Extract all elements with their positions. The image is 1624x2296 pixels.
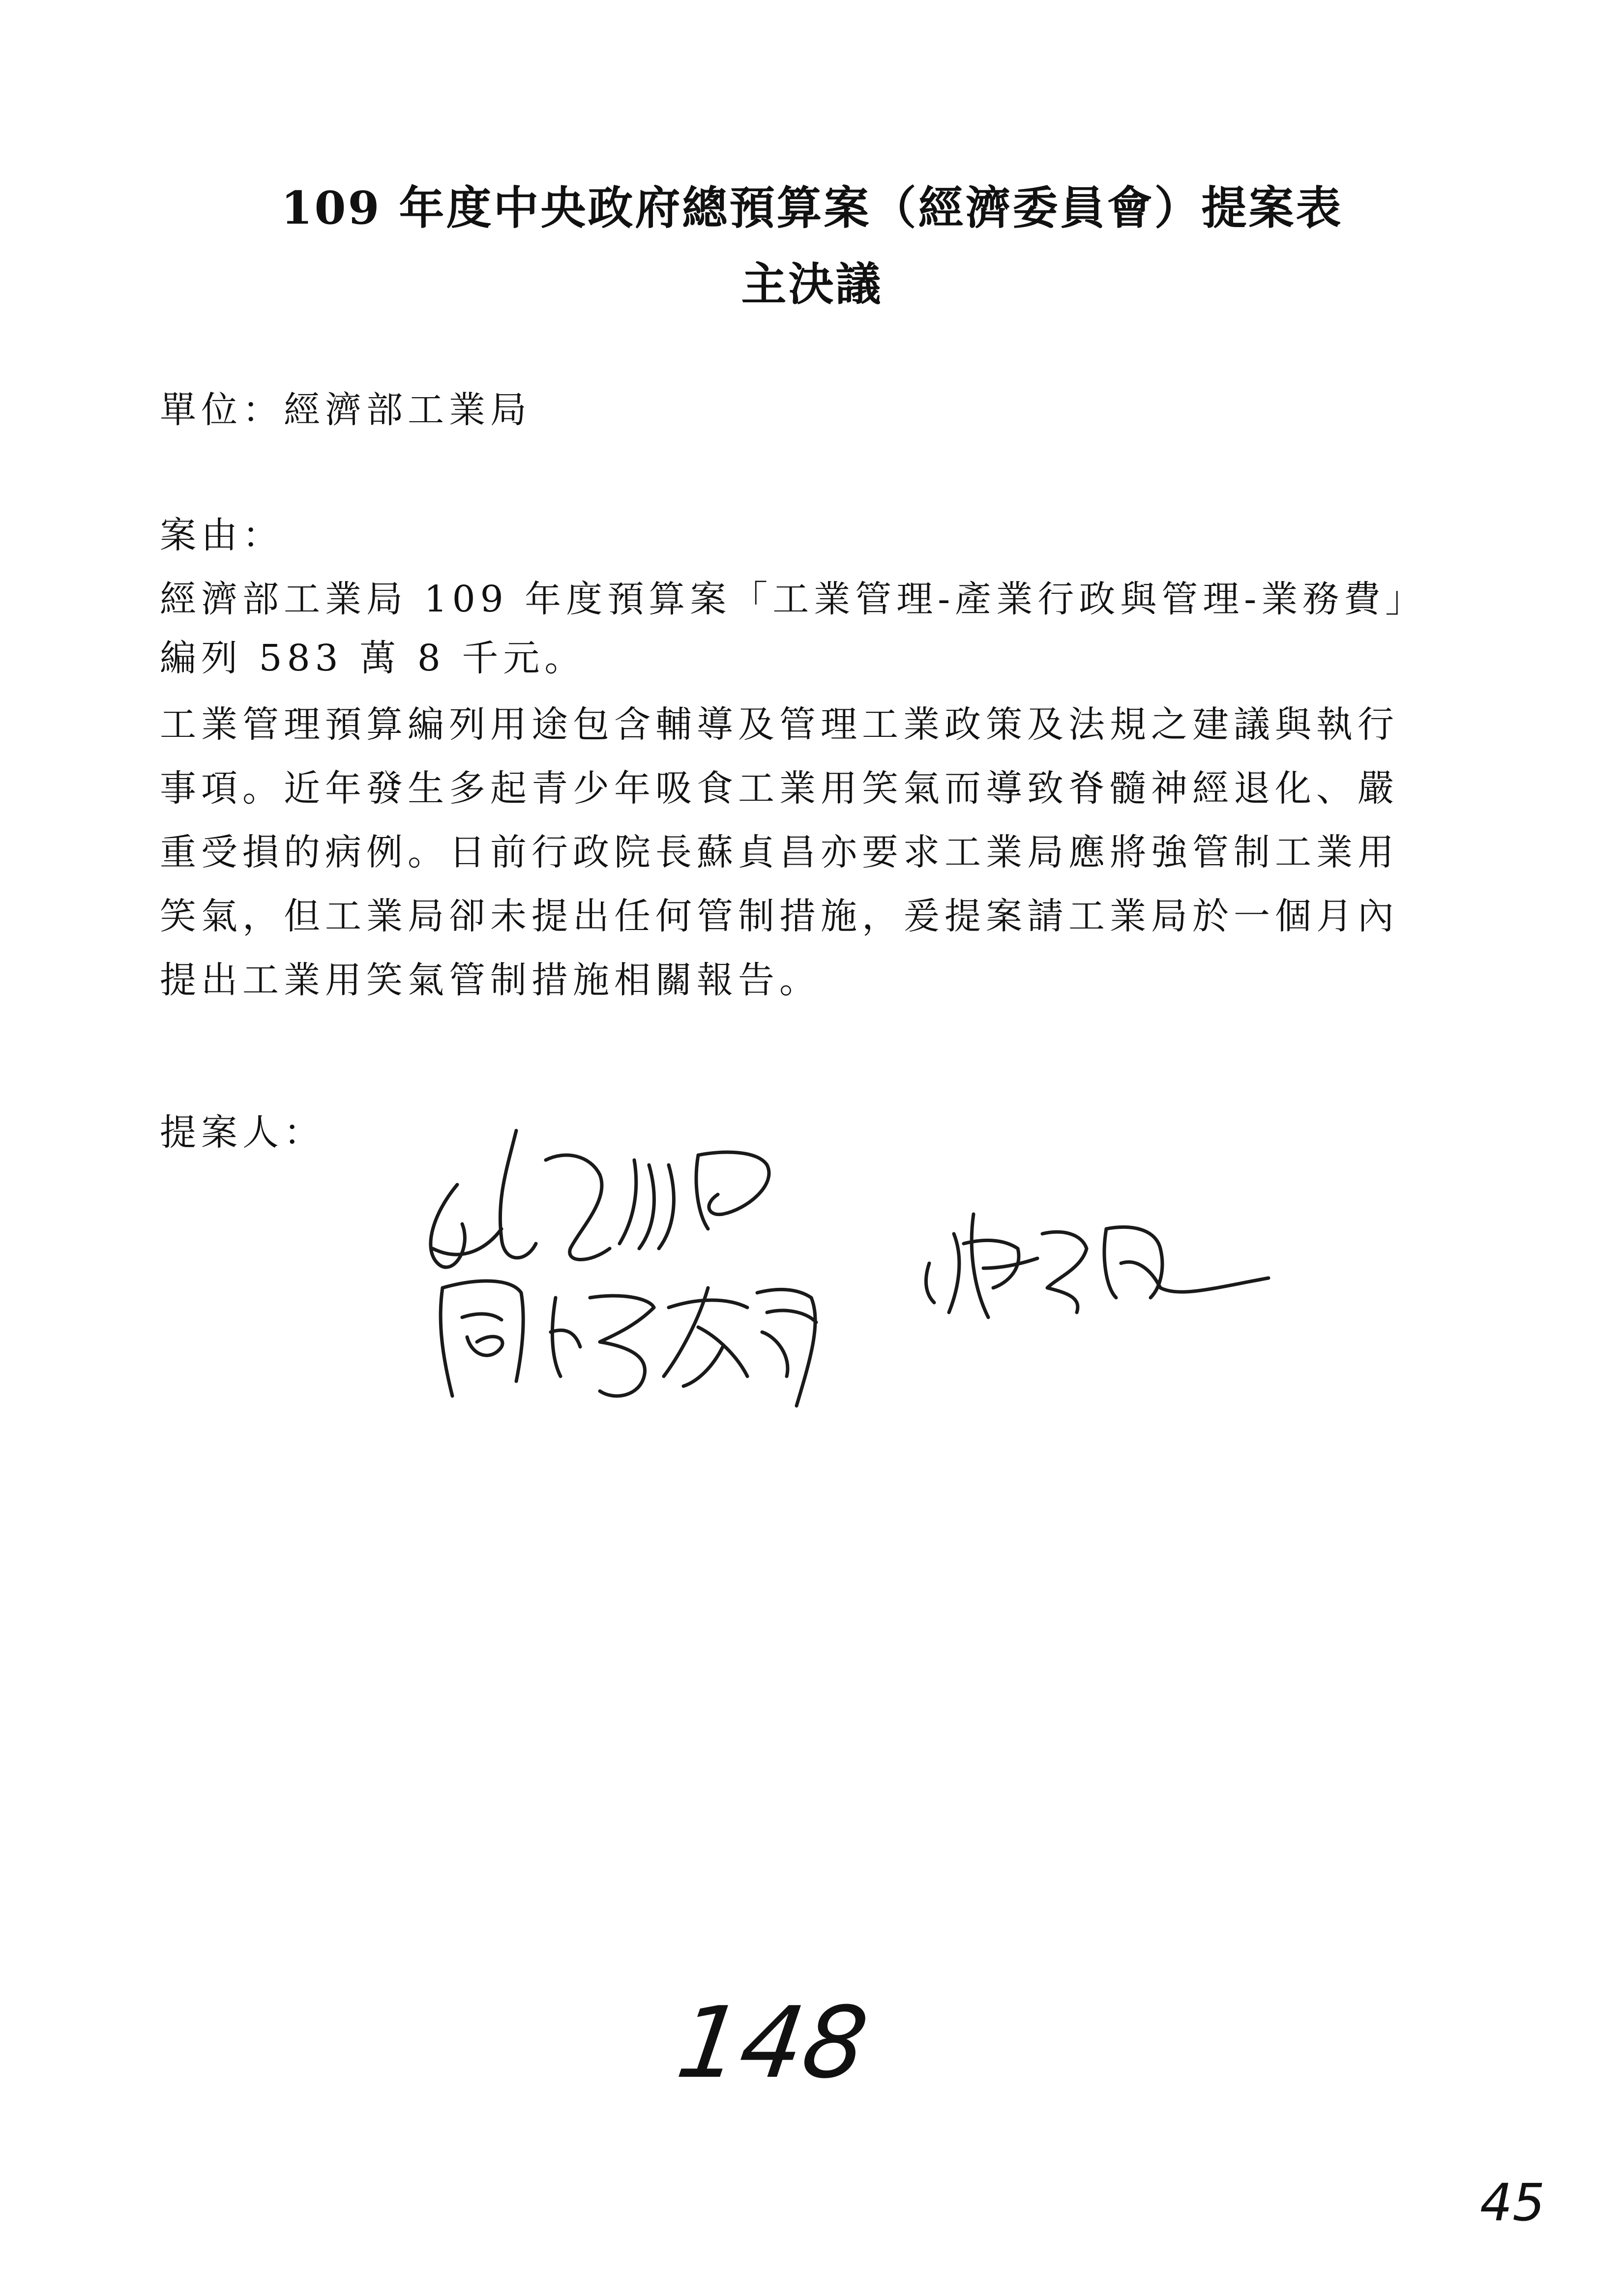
signature-2-stroke [551,1330,580,1347]
signature-3-stroke [1042,1232,1087,1312]
signature-3-stroke [983,1258,1037,1268]
signature-1-stroke [696,1155,708,1229]
reason-line-1: 經濟部工業局 109 年度預算案「工業管理-產業行政與管理-業務費」 [160,578,1427,620]
reason-line-3: 工業管理預算編列用途包含輔導及管理工業政策及法規之建議與執行 [160,703,1399,746]
reason-line-7: 提出工業用笑氣管制措施相關報告。 [160,959,821,1001]
signature-2-stroke [467,1337,502,1355]
reason-label: 案由： [160,514,284,556]
signature-1-stroke [639,1165,654,1249]
handwritten-page-number: 148 [670,1986,875,2100]
reason-line-6: 笑氣，但工業局卻未提出任何管制措施，爰提案請工業局於一個月內 [160,895,1399,937]
signature-2-stroke [590,1296,654,1396]
unit-line: 單位：經濟部工業局 [160,389,531,431]
signature-3-stroke [949,1234,959,1312]
sheet-number: 45 [1480,2173,1545,2233]
signature-strokes [403,1101,1288,1445]
signature-2-stroke [683,1347,723,1386]
signature-1-stroke [620,1160,636,1244]
reason-line-5: 重受損的病例。日前行政院長蘇貞昌亦要求工業局應將強管制工業用 [160,831,1399,873]
signature-area [403,1101,1288,1445]
signature-2-stroke [762,1332,788,1376]
signature-1-stroke [546,1155,610,1260]
signature-3-stroke [972,1214,988,1317]
signature-2-stroke [767,1310,816,1322]
reason-line-2: 編列 583 萬 8 千元。 [160,637,586,679]
signature-2-stroke [669,1300,747,1308]
signature-3-stroke [926,1263,934,1303]
signature-1-stroke [500,1131,536,1258]
signature-2-stroke [552,1298,561,1376]
reason-line-4: 事項。近年發生多起青少年吸食工業用笑氣而導致脊髓神經退化、嚴 [160,767,1399,810]
signature-1-stroke [659,1165,674,1249]
signature-3-stroke [1104,1229,1116,1298]
signature-1-stroke [433,1229,502,1254]
proposer-label: 提案人： [160,1111,325,1154]
document-subtitle: 主決議 [741,258,883,311]
document-title: 109 年度中央政府總預算案（經濟委員會）提案表 [281,181,1343,234]
signature-2-stroke [757,1289,815,1406]
signature-3-stroke [1121,1262,1269,1292]
signature-2-stroke [441,1288,452,1396]
signature-2-stroke [443,1281,523,1381]
signature-2-stroke [462,1314,502,1320]
signature-1-stroke [698,1152,769,1215]
